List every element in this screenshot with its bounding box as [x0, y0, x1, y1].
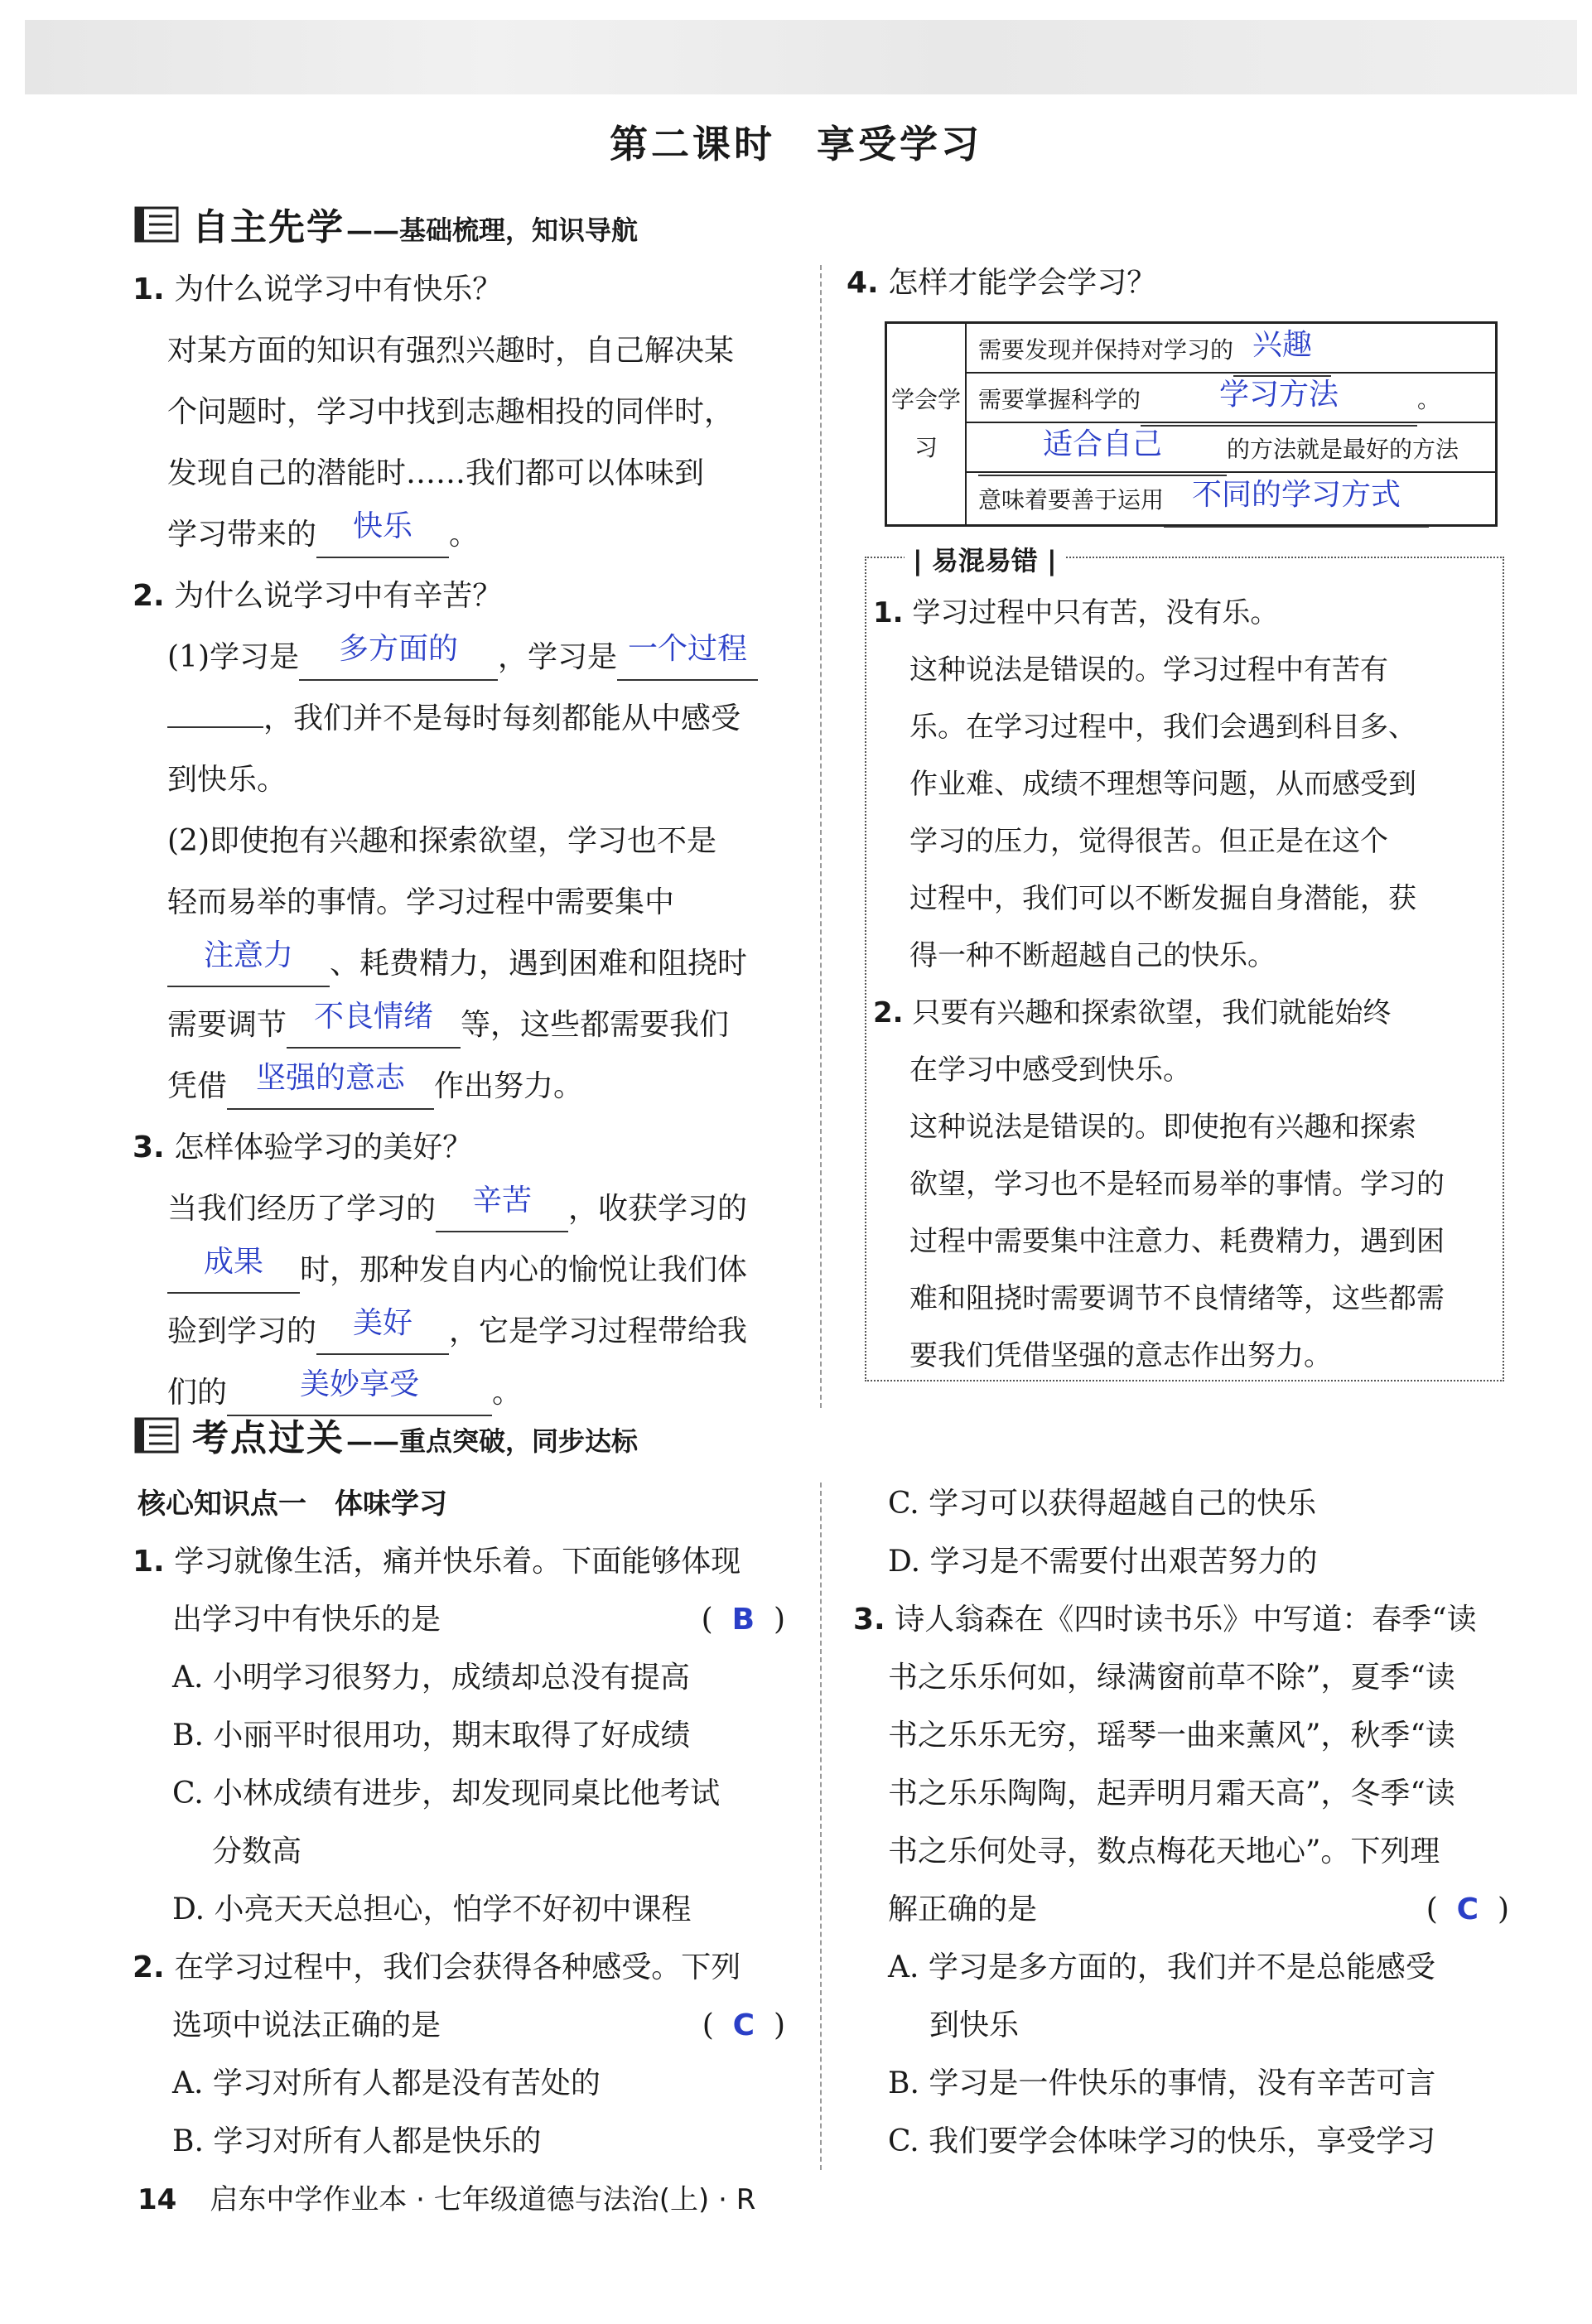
table-row: 需要掌握科学的 学习方法 。 — [967, 374, 1497, 423]
answer-choice: C — [1456, 1892, 1479, 1926]
option: B. 学习是一件快乐的事情，没有辛苦可言 — [888, 2066, 1436, 2100]
column-divider — [820, 265, 822, 1408]
explanation-line: 难和阻挠时需要调节不良情绪等，这些都需 — [909, 1282, 1445, 1315]
notebook-icon — [133, 1415, 181, 1457]
option-continued: 到快乐 — [929, 2008, 1020, 2042]
text-line: (1)学习是 多方面的 ，学习是 一个过程 — [167, 636, 758, 681]
text-line: (2)即使抱有兴趣和探索欲望，学习也不是 — [167, 824, 716, 858]
text-line: 到快乐。 — [167, 763, 287, 797]
option: C. 小林成绩有进步，却发现同桌比他考试 — [172, 1777, 721, 1811]
option: D. 小亮天天总担心，怕学不好初中课程 — [172, 1892, 692, 1926]
section-header-self-study — [133, 197, 638, 250]
learning-method-table — [885, 321, 1498, 527]
text-line: 学习带来的 快乐 。 — [167, 513, 479, 558]
section-title: 自主先学 — [192, 206, 345, 248]
question-3: 3. 怎样体验学习的美好？ — [133, 1131, 473, 1164]
text-line: 书之乐乐陶陶，起弄明月霜天高”，冬季“读 — [888, 1777, 1455, 1811]
answer-blank: 坚强的意志 — [227, 1065, 434, 1110]
text-line: 解正确的是 ( C ) — [888, 1892, 1509, 1926]
text-line: 成果 时，那种发自内心的愉悦让我们体 — [167, 1249, 747, 1294]
text-line: ，我们并不是每时每刻都能从中感受 — [167, 697, 741, 740]
answer-blank: 多方面的 — [299, 636, 498, 681]
option: A. 学习是多方面的，我们并不是总能感受 — [888, 1950, 1435, 1984]
explanation-line: 过程中需要集中注意力、耗费精力，遇到困 — [909, 1225, 1445, 1258]
text-line: 需要调节 不良情绪 等，这些都需要我们 — [167, 1004, 729, 1049]
explanation-line: 这种说法是错误的。学习过程中有苦有 — [909, 653, 1388, 687]
explanation-line: 得一种不断超越自己的快乐。 — [909, 939, 1276, 972]
text-line: 当我们经历了学习的 辛苦 ，收获学习的 — [167, 1188, 747, 1232]
question-1: 1. 为什么说学习中有快乐？ — [133, 272, 503, 306]
answer-blank-continued — [167, 726, 263, 728]
answer-choice: B — [731, 1603, 755, 1637]
text-line: 注意力 、耗费精力，遇到困难和阻挠时 — [167, 943, 747, 987]
answer-blank: 快乐 — [316, 513, 449, 558]
text-line: 个问题时，学习中找到志趣相投的同伴时， — [167, 395, 735, 429]
mistake-2: 2. 只要有兴趣和探索欲望，我们就能始终 — [873, 996, 1392, 1029]
question-2: 2. 为什么说学习中有辛苦？ — [133, 579, 503, 613]
text-line: 书之乐乐何如，绿满窗前草不除”，夏季“读 — [888, 1661, 1455, 1695]
answer-blank: 一个过程 — [617, 636, 758, 681]
page-title: 第二课时 享受学习 — [610, 122, 982, 166]
table-row: 适合自己 的方法就是最好的方法 — [967, 423, 1497, 473]
column-divider — [820, 1483, 822, 2170]
option: D. 学习是不需要付出艰苦努力的 — [888, 1545, 1318, 1579]
option: C. 学习可以获得超越自己的快乐 — [888, 1487, 1317, 1521]
text-line: 书之乐乐无穷，瑶琴一曲来薰风”，秋季“读 — [888, 1719, 1455, 1753]
explanation-line: 这种说法是错误的。即使抱有兴趣和探索 — [909, 1111, 1416, 1144]
text-line: 们的 美妙享受 。 — [167, 1372, 522, 1416]
text-line: 出学习中有快乐的是 ( B ) — [172, 1603, 785, 1637]
scan-header-band — [25, 20, 1577, 94]
book-title: 启东中学作业本 · 七年级道德与法治(上) · R — [210, 2183, 756, 2216]
answer-blank: 美妙享受 — [227, 1372, 492, 1416]
option-continued: 分数高 — [212, 1835, 302, 1868]
section-subtitle: ——基础梳理，知识导航 — [346, 215, 639, 246]
answer-blank: 注意力 — [167, 943, 330, 987]
option: A. 小明学习很努力，成绩却总没有提高 — [172, 1661, 690, 1695]
notebook-icon — [133, 205, 181, 246]
option: B. 小丽平时很用功，期末取得了好成绩 — [172, 1719, 691, 1753]
text-line: 选项中说法正确的是 ( C ) — [172, 2008, 785, 2042]
mc-question-2: 2. 在学习过程中，我们会获得各种感受。下列 — [133, 1950, 741, 1984]
explanation-line: 过程中，我们可以不断发掘自身潜能，获 — [909, 882, 1416, 915]
explanation-line: 学习的压力，觉得很苦。但正是在这个 — [909, 825, 1388, 858]
question-4: 4. 怎样才能学会学习？ — [847, 266, 1157, 300]
core-knowledge-heading: 核心知识点一 体味学习 — [137, 1487, 447, 1521]
text-line: 对某方面的知识有强烈兴趣时，自己解决某 — [167, 334, 735, 368]
mc-question-3: 3. 诗人翁森在《四时读书乐》中写道：春季“读 — [853, 1603, 1477, 1637]
explanation-line: 欲望，学习也不是轻而易举的事情。学习的 — [909, 1168, 1445, 1201]
answer-blank: 美好 — [316, 1310, 449, 1355]
explanation-line: 要我们凭借坚强的意志作出努力。 — [909, 1339, 1332, 1372]
text-line: 验到学习的 美好 ，它是学习过程带给我 — [167, 1310, 747, 1355]
box-title: | 易混易错 | — [905, 540, 1065, 578]
option: C. 我们要学会体味学习的快乐，享受学习 — [888, 2124, 1436, 2158]
table-label: 学会学习 — [887, 324, 967, 524]
text-line: 发现自己的潜能时……我们都可以体味到 — [167, 456, 705, 490]
explanation-line: 作业难、成绩不理想等问题，从而感受到 — [909, 768, 1416, 801]
text-line: 凭借 坚强的意志 作出努力。 — [167, 1065, 583, 1110]
text-line: 在学习中感受到快乐。 — [909, 1054, 1191, 1087]
mc-question-1: 1. 学习就像生活，痛并快乐着。下面能够体现 — [133, 1545, 741, 1579]
option: B. 学习对所有人都是快乐的 — [172, 2124, 542, 2158]
page-footer — [137, 2177, 755, 2217]
section-title: 考点过关 — [192, 1417, 345, 1459]
section-subtitle: ——重点突破，同步达标 — [346, 1425, 639, 1457]
table-row: 需要发现并保持对学习的 兴趣 — [967, 324, 1497, 374]
explanation-line: 乐。在学习过程中，我们会遇到科目多、 — [909, 711, 1416, 744]
table-row: 意味着要善于运用 不同的学习方式 — [967, 473, 1497, 524]
option: A. 学习对所有人都是没有苦处的 — [172, 2066, 601, 2100]
answer-blank: 不良情绪 — [287, 1004, 461, 1049]
answer-blank: 辛苦 — [436, 1188, 568, 1232]
mistake-1: 1. 学习过程中只有苦，没有乐。 — [873, 596, 1279, 629]
answer-blank: 成果 — [167, 1249, 300, 1294]
page-number: 14 — [137, 2183, 177, 2216]
text-line: 轻而易举的事情。学习过程中需要集中 — [167, 885, 675, 919]
text-line: 书之乐何处寻，数点梅花天地心”。下列理 — [888, 1835, 1440, 1868]
answer-choice: C — [732, 2008, 755, 2042]
section-header-exam-points — [133, 1408, 638, 1461]
